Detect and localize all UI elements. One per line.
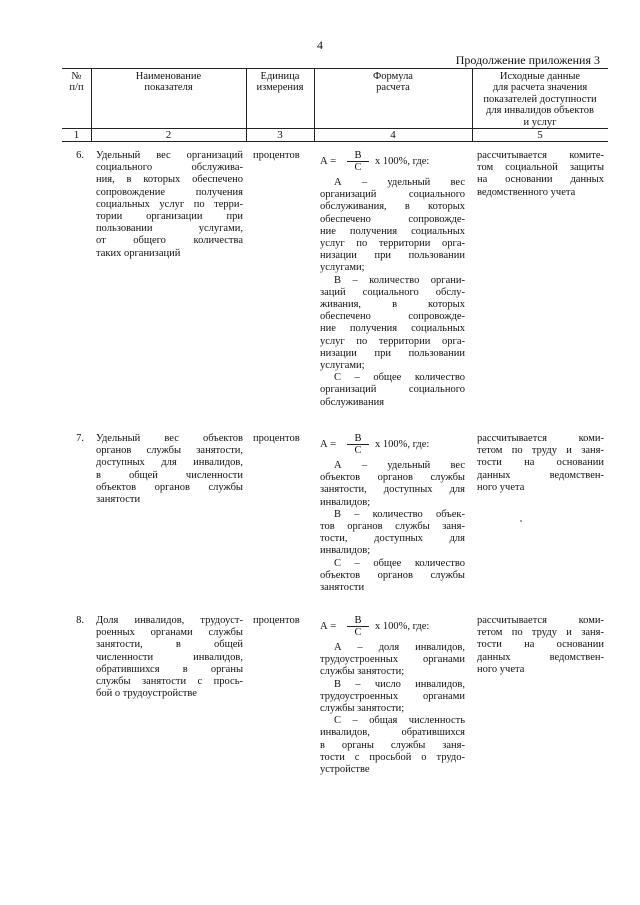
header-col4: Формула расчета [373,71,413,93]
row-number: 8. [76,615,84,626]
unit-of-measure: процентов [253,615,300,626]
continuation-title: Продолжение приложения 3 [455,53,600,67]
formula: А = В С х 100%, где: [320,615,430,638]
formula-description: А – удельный вес организаций социального обслуживания, в которых обеспечено сопровожде- ние получения социальных услуг по территории орга- низации при пользовании услугами; В – количество органи- заций социального обслу- живания, в которых обеспечено сопровожде- ние получения социальных услуг по территории орга- низации при пользовании услугами; С – общее количество организаций социального обслуживания [320,177,465,408]
formula-description: А – доля инвалидов, трудоустроенных органами службы занятости; В – число инвалидов, трудоустроенных органами службы занятости; С – общая численность инвалидов, обратившихся в органы службы заня- тости с просьбой о трудо- устройстве [320,642,465,776]
column-number-5: 5 [537,129,543,141]
unit-of-measure: процентов [253,433,300,444]
row-number: 6. [76,150,84,161]
column-number-4: 4 [390,129,396,141]
formula: А = В С х 100%, где: [320,433,430,456]
source-data: рассчитывается коми- тетом по труду и заня- тости на основании данных ведомствен- ного учета [477,615,604,675]
column-number-3: 3 [277,129,283,141]
header-col1: № п/п [69,71,84,93]
header-col5: Исходные данные для расчета значения показателей доступности для инвалидов объектов и услуг [483,71,597,128]
scan-speck [520,520,522,522]
column-number-2: 2 [165,129,172,141]
indicator-name: Удельный вес организаций социального обслужива- ния, в которых обеспечено сопровождение получения социальных услуг по терри- тории организации при пользовании услугами, от общего количества таких организаций [96,150,243,259]
row-number: 7. [76,433,84,444]
table-top-border [62,68,608,69]
unit-of-measure: процентов [253,150,300,161]
source-data: рассчитывается коми- тетом по труду и заня- тости на основании данных ведомствен- ного учета [477,433,604,493]
column-number-1: 1 [73,129,80,141]
header-col3: Единица измерения [256,71,304,93]
column-numbers-bottom-border [62,141,608,142]
indicator-name: Удельный вес объектов органов службы занятости, доступных для инвалидов, в общей численности объектов органов службы занятости [96,433,243,506]
formula: А = В С х 100%, где: [320,150,430,173]
source-data: рассчитывается комите- том социальной защиты на основании данных ведомственного учета [477,150,604,198]
header-col2: Наименование показателя [135,71,202,93]
indicator-name: Доля инвалидов, трудоуст- роенных органами службы занятости, в общей численности инвалидов, обратившихся в органы службы занятости с прось- бой о трудоустройстве [96,615,243,700]
formula-description: А – удельный вес объектов органов службы занятости, доступных для инвалидов; В – количество объек- тов органов службы заня- тости, доступных для инвалидов; С – общее количество объектов органов службы занятости [320,460,465,594]
page-number: 4 [317,38,323,52]
